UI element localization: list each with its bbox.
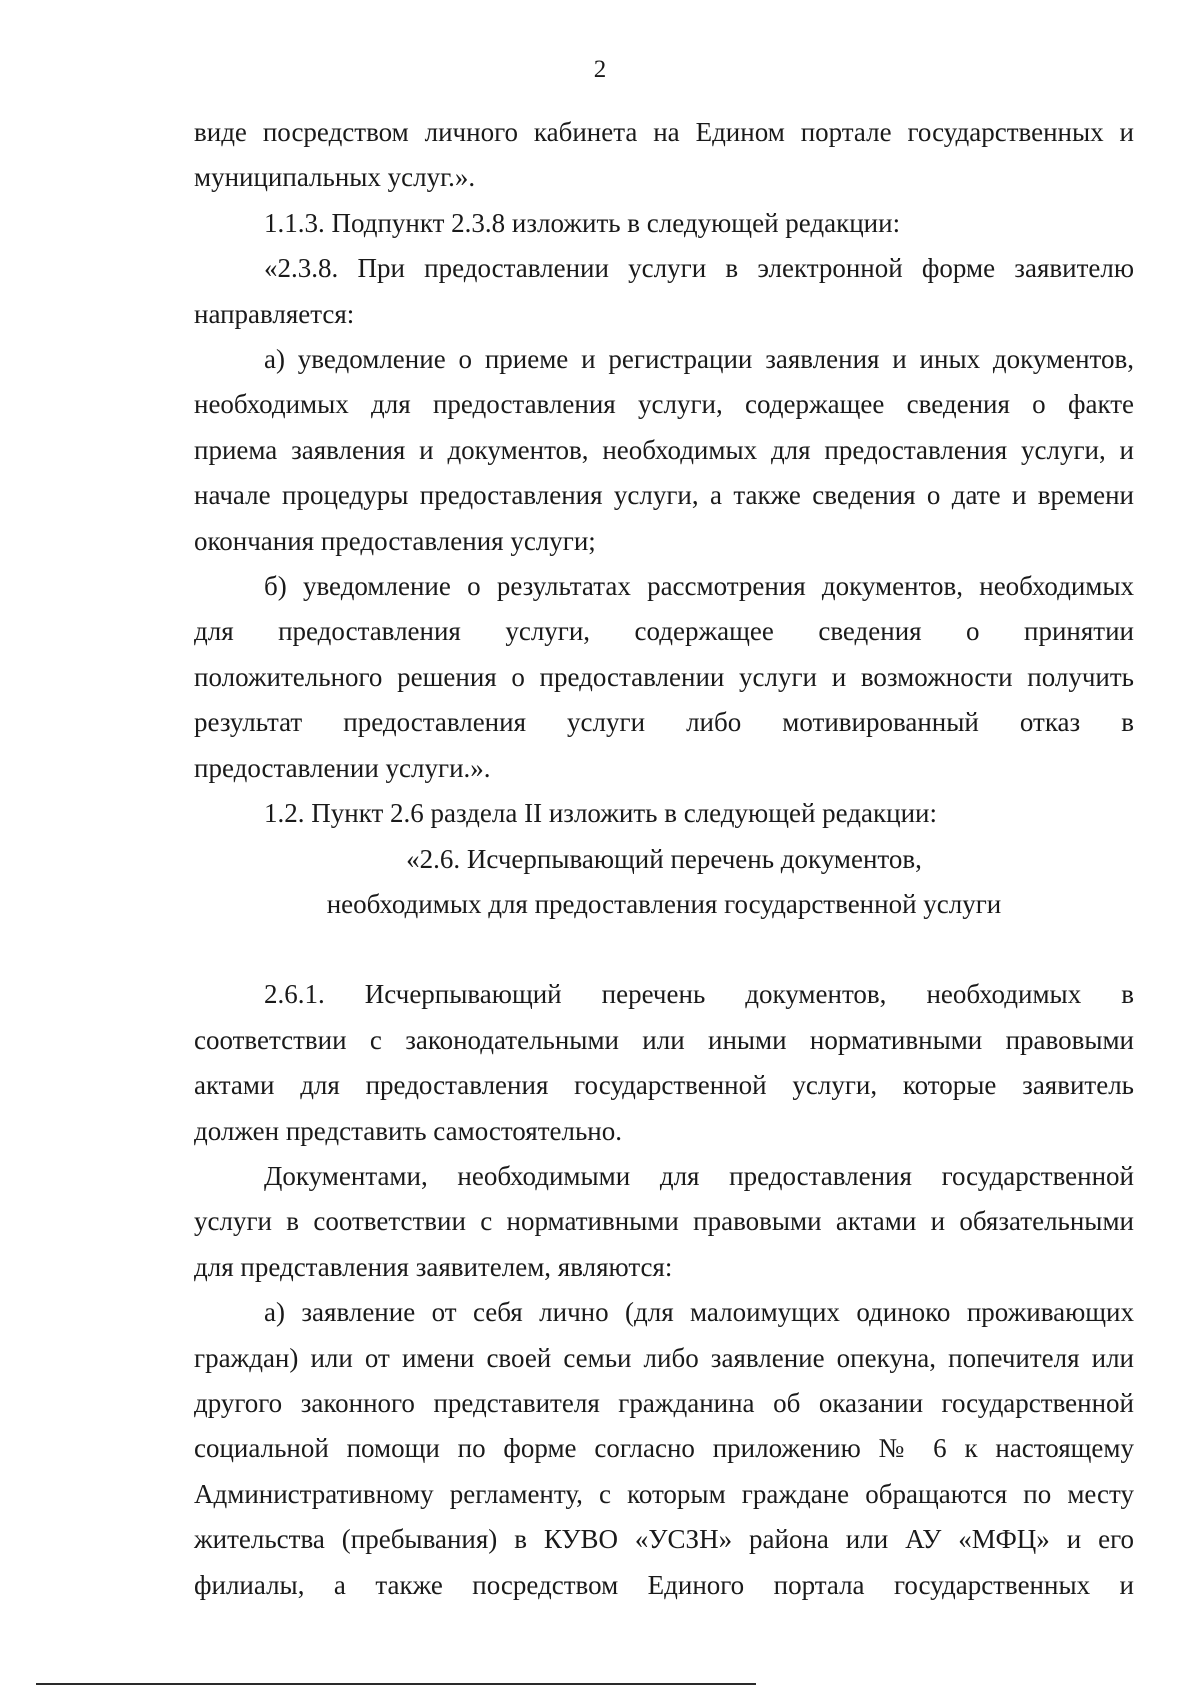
text-line: услуги в соответствии с нормативными правовыми актами и обязательными xyxy=(194,1206,1134,1237)
text-line: «2.3.8. При предоставлении услуги в электронной форме заявителю xyxy=(264,253,1134,284)
text-line: филиалы, а также посредством Единого портала государственных и xyxy=(194,1569,1134,1600)
paragraph xyxy=(194,972,1134,1154)
paragraph xyxy=(194,564,1134,791)
paragraph xyxy=(194,246,1134,337)
document-body xyxy=(194,110,1134,1608)
paragraph xyxy=(194,1290,1134,1608)
text-line: предоставлении услуги.». xyxy=(194,752,491,783)
text-line: 1.2. Пункт 2.6 раздела II изложить в следующей редакции: xyxy=(264,798,937,829)
text-line: жительства (пребывания) в КУВО «УСЗН» района или АУ «МФЦ» и его xyxy=(194,1524,1134,1555)
section-heading xyxy=(194,837,1134,928)
heading-gap xyxy=(194,927,1134,972)
text-line: а) заявление от себя лично (для малоимущих одиноко проживающих xyxy=(264,1297,1134,1328)
text-line: результат предоставления услуги либо мотивированный отказ в xyxy=(194,707,1134,738)
text-line: 2.6.1. Исчерпывающий перечень документов, необходимых в xyxy=(264,979,1134,1010)
page-number: 2 xyxy=(593,56,607,83)
footer-rule xyxy=(36,1683,756,1685)
paragraph xyxy=(194,337,1134,564)
paragraph xyxy=(194,791,1134,836)
text-line: «2.6. Исчерпывающий перечень документов, xyxy=(406,843,922,874)
text-line: Документами, необходимыми для предоставления государственной xyxy=(264,1160,1134,1191)
text-line: окончания предоставления услуги; xyxy=(194,525,596,556)
text-line: другого законного представителя гражданина об оказании государственной xyxy=(194,1387,1134,1418)
text-line: граждан) или от имени своей семьи либо заявление опекуна, попечителя или xyxy=(194,1342,1134,1373)
text-line: должен представить самостоятельно. xyxy=(194,1115,622,1146)
text-line: положительного решения о предоставлении услуги и возможности получить xyxy=(194,661,1134,692)
text-line: 1.1.3. Подпункт 2.3.8 изложить в следующей редакции: xyxy=(264,207,901,238)
paragraph xyxy=(194,110,1134,201)
text-line: Административному регламенту, с которым граждане обращаются по месту xyxy=(194,1478,1134,1509)
paragraph xyxy=(194,1154,1134,1290)
text-line: актами для предоставления государственной услуги, которые заявитель xyxy=(194,1070,1134,1101)
text-line: а) уведомление о приеме и регистрации заявления и иных документов, xyxy=(264,344,1134,375)
text-line: муниципальных услуг.». xyxy=(194,162,476,193)
text-line: начале процедуры предоставления услуги, а также сведения о дате и времени xyxy=(194,480,1134,511)
text-line: социальной помощи по форме согласно приложению № 6 к настоящему xyxy=(194,1433,1134,1464)
text-line: для представления заявителем, являются: xyxy=(194,1251,673,1282)
text-line: необходимых для предоставления государственной услуги xyxy=(326,888,1002,919)
text-line: направляется: xyxy=(194,298,355,329)
text-line: для предоставления услуги, содержащее сведения о принятии xyxy=(194,616,1134,647)
text-line: соответствии с законодательными или иными нормативными правовыми xyxy=(194,1024,1134,1055)
text-line: виде посредством личного кабинета на Едином портале государственных и xyxy=(194,117,1134,147)
paragraph xyxy=(194,201,1134,246)
text-line: необходимых для предоставления услуги, содержащее сведения о факте xyxy=(194,389,1134,420)
text-line: б) уведомление о результатах рассмотрения документов, необходимых xyxy=(264,571,1134,602)
text-line: приема заявления и документов, необходимых для предоставления услуги, и xyxy=(194,434,1134,465)
